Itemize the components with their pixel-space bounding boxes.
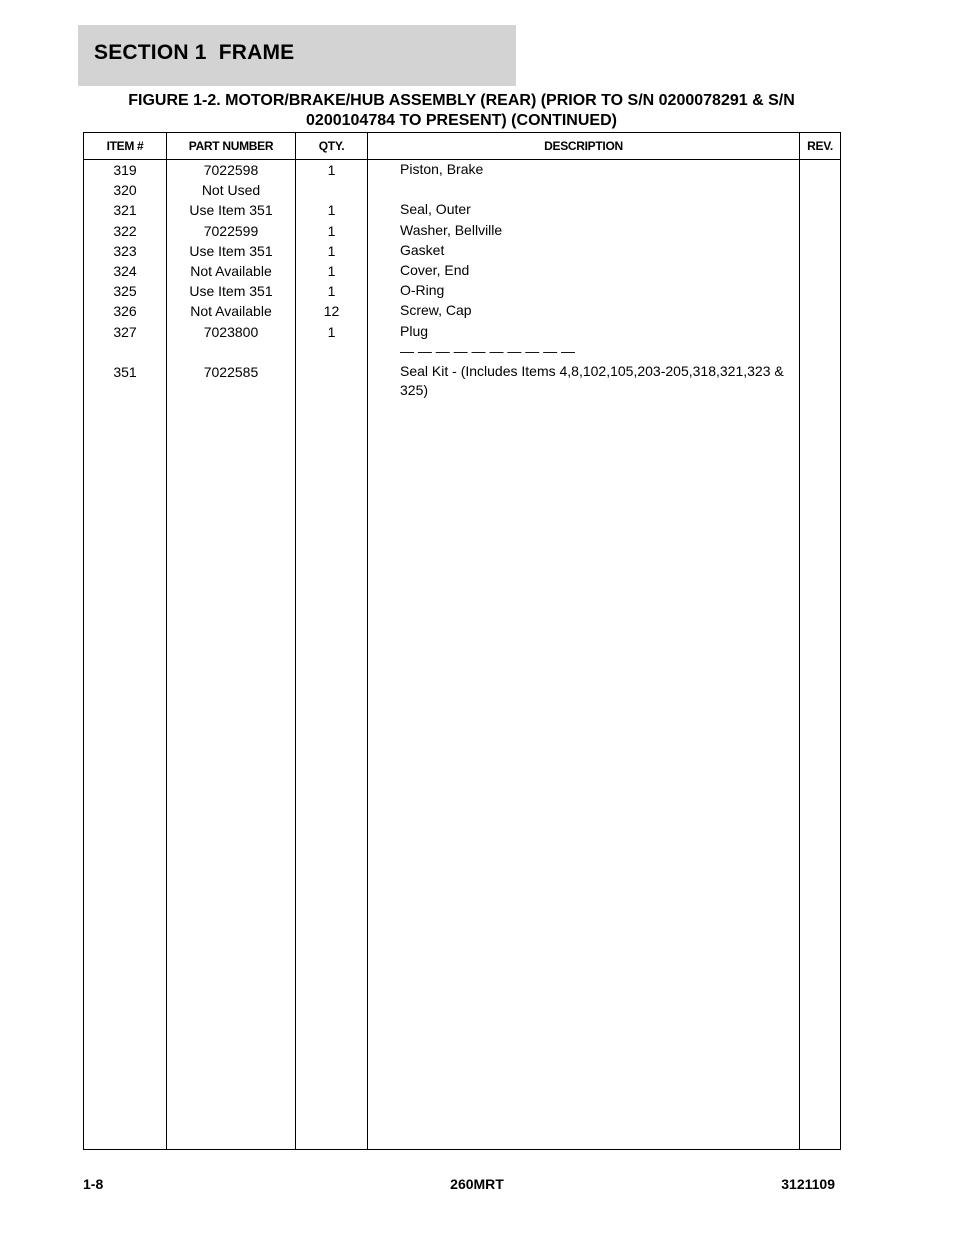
quantity-cell: 1 bbox=[327, 222, 336, 239]
part-number-cell: Not Used bbox=[201, 182, 261, 199]
description-cell: Plug bbox=[400, 322, 429, 339]
header-rev: REV. bbox=[807, 139, 833, 153]
figure-title bbox=[83, 91, 840, 131]
footer-doc-number: 3121109 bbox=[781, 1176, 835, 1192]
description-cell: — — — — — — — — — — bbox=[400, 342, 576, 359]
footer-model: 260MRT bbox=[450, 1176, 504, 1192]
description-cell: Seal, Outer bbox=[400, 201, 471, 218]
part-number-cell: Not Available bbox=[190, 263, 272, 279]
description-cell: Gasket bbox=[400, 241, 445, 258]
footer-page-number: 1-8 bbox=[83, 1176, 104, 1192]
item-number-cell: 327 bbox=[113, 323, 137, 340]
header-description: DESCRIPTION bbox=[544, 139, 623, 153]
quantity-cell: 1 bbox=[327, 323, 336, 340]
table-row bbox=[84, 362, 840, 398]
figure-title-line-1: FIGURE 1-2. MOTOR/BRAKE/HUB ASSEMBLY (REAR) (PRIOR TO S/N 0200078291 & S/N bbox=[128, 92, 795, 109]
part-number-cell: Use Item 351 bbox=[189, 242, 273, 259]
item-number-cell: 321 bbox=[113, 202, 137, 219]
header-item: ITEM # bbox=[106, 139, 144, 153]
table-row bbox=[84, 221, 840, 241]
table-row bbox=[84, 322, 840, 342]
table-row bbox=[84, 261, 840, 281]
quantity-cell: 1 bbox=[327, 242, 336, 259]
item-number-cell: 324 bbox=[113, 263, 137, 279]
part-number-cell: Use Item 351 bbox=[189, 202, 273, 219]
part-number-cell: 7023800 bbox=[203, 323, 259, 340]
item-number-cell: 323 bbox=[113, 242, 137, 259]
quantity-cell: 1 bbox=[327, 202, 336, 219]
quantity-cell: 1 bbox=[327, 283, 336, 300]
item-number-cell: 322 bbox=[113, 222, 137, 239]
item-number-cell: 326 bbox=[113, 303, 137, 320]
table-row bbox=[84, 160, 840, 180]
header-qty: QTY. bbox=[318, 139, 345, 153]
header-part-number: PART NUMBER bbox=[188, 139, 274, 153]
part-number-cell: 7022585 bbox=[203, 364, 259, 380]
table-row bbox=[84, 241, 840, 261]
part-number-cell: 7022599 bbox=[203, 222, 259, 239]
description-cell: O-Ring bbox=[400, 282, 445, 299]
description-cell: Seal Kit - (Includes Items 4,8,102,105,203-205,318,321,323 & 325) bbox=[400, 363, 784, 398]
item-number-cell: 325 bbox=[113, 283, 137, 300]
parts-table bbox=[83, 132, 841, 1150]
item-number-cell: 319 bbox=[113, 162, 137, 178]
section-title: SECTION 1 FRAME bbox=[94, 41, 295, 64]
description-cell: Screw, Cap bbox=[400, 302, 472, 319]
table-row bbox=[84, 301, 840, 321]
part-number-cell: 7022598 bbox=[203, 162, 259, 178]
description-cell: Washer, Bellville bbox=[400, 221, 503, 238]
part-number-cell: Not Available bbox=[190, 303, 272, 320]
item-number-cell: 351 bbox=[113, 364, 137, 380]
table-row bbox=[84, 342, 840, 362]
table-row bbox=[84, 281, 840, 301]
section-banner bbox=[78, 25, 516, 86]
description-cell: Piston, Brake bbox=[400, 161, 484, 177]
description-cell: Cover, End bbox=[400, 262, 470, 278]
quantity-cell: 1 bbox=[327, 162, 336, 178]
quantity-cell: 12 bbox=[323, 303, 340, 320]
item-number-cell: 320 bbox=[113, 182, 137, 199]
table-row bbox=[84, 180, 840, 200]
part-number-cell: Use Item 351 bbox=[189, 283, 273, 300]
quantity-cell: 1 bbox=[327, 263, 336, 279]
table-row bbox=[84, 200, 840, 220]
figure-title-line-2: 0200104784 TO PRESENT) (CONTINUED) bbox=[306, 112, 617, 129]
